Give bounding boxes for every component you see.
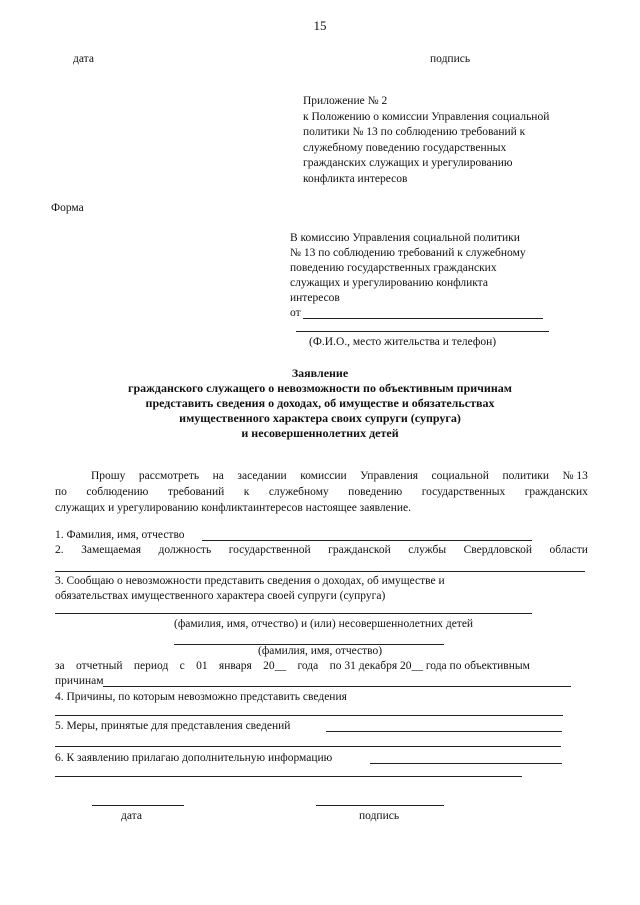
- appendix-line: Приложение № 2: [303, 95, 388, 107]
- reasons-input-line[interactable]: [103, 686, 571, 687]
- item6-input-line[interactable]: [370, 763, 562, 764]
- word: 01: [196, 660, 208, 672]
- addressee-line: служащих и урегулированию конфликта: [290, 277, 488, 289]
- item6-label: 6. К заявлению прилагаю дополнительную информацию: [55, 752, 333, 764]
- appendix-line: гражданских служащих и урегулированию: [303, 157, 513, 169]
- document-title: [0, 366, 640, 441]
- appendix-line: служебному поведению государственных: [303, 141, 507, 154]
- word: Замещаемая: [81, 544, 142, 556]
- word: № 13: [562, 470, 588, 482]
- item1-label: 1. Фамилия, имя, отчество: [55, 529, 185, 541]
- addressee-line: В комиссию Управления социальной политики: [290, 232, 520, 244]
- item2-label: [55, 543, 588, 558]
- appendix-line: к Положению о комиссии Управления социальной: [303, 110, 550, 123]
- item5-input-line-2[interactable]: [55, 746, 561, 747]
- title-line: и несовершеннолетних детей: [241, 426, 399, 440]
- form-label: Форма: [51, 202, 84, 214]
- item5-input-line[interactable]: [326, 731, 562, 732]
- from-input-line[interactable]: [303, 318, 543, 319]
- from-label: от: [290, 307, 301, 319]
- item5-label: 5. Меры, принятые для представления сведений: [55, 720, 291, 732]
- top-sign-label: подпись: [430, 53, 471, 65]
- bottom-date-line[interactable]: [92, 805, 184, 806]
- word: отчетный: [75, 660, 123, 672]
- word: период: [133, 660, 169, 672]
- addressee-line: № 13 по соблюдению требований к служебному: [290, 247, 526, 259]
- word: по: [55, 486, 67, 498]
- bottom-sign-line[interactable]: [316, 805, 444, 806]
- word: службы: [408, 544, 447, 556]
- word: по 31 декабря 20__ года по объективным: [329, 660, 530, 672]
- from-caption: (Ф.И.О., место жительства и телефон): [309, 336, 497, 348]
- item3-line-2: обязательствах имущественного характера своей супруги (супруга): [55, 590, 386, 602]
- word: с: [179, 660, 185, 672]
- item6-input-line-2[interactable]: [55, 776, 522, 777]
- word: Свердловской: [463, 544, 533, 556]
- addressee-line: поведению государственных гражданских: [290, 262, 497, 274]
- word: требований: [167, 486, 225, 498]
- word: на: [212, 470, 224, 482]
- item4-input-line[interactable]: [55, 715, 563, 716]
- item4-label: 4. Причины, по которым невозможно представить сведения: [55, 691, 347, 703]
- bottom-sign-label: подпись: [359, 810, 400, 822]
- word: гражданских: [524, 486, 588, 498]
- word: 20__: [263, 660, 287, 672]
- intro-line-1: [91, 469, 588, 484]
- word: политики: [502, 470, 550, 482]
- children-caption: (фамилия, имя, отчество): [258, 645, 383, 657]
- title-line: имущественного характера своих супруги (супруга): [179, 411, 461, 425]
- word: к: [243, 486, 250, 498]
- word: гражданской: [328, 544, 391, 556]
- word: комиссии: [300, 470, 347, 482]
- spouse-caption: (фамилия, имя, отчество) и (или) несовершеннолетних детей: [174, 618, 474, 630]
- item3-line-1: 3. Сообщаю о невозможности представить сведения о доходах, об имуществе и: [55, 575, 445, 587]
- word: области: [549, 544, 588, 556]
- item2-input-line[interactable]: [55, 571, 585, 572]
- word: государственной: [228, 544, 311, 556]
- spouse-input-line[interactable]: [55, 613, 532, 614]
- item1-input-line[interactable]: [202, 540, 532, 541]
- word: января: [218, 660, 252, 672]
- appendix-block: [303, 94, 549, 187]
- word: заседании: [237, 470, 287, 482]
- appendix-line: политики № 13 по соблюдению требований к: [303, 126, 526, 138]
- word: соблюдению: [86, 486, 149, 498]
- word: 2.: [55, 544, 64, 556]
- page-number: 15: [313, 18, 327, 33]
- bottom-date-label: дата: [121, 810, 142, 822]
- appendix-line: конфликта интересов: [303, 172, 408, 185]
- top-date-label: дата: [73, 53, 94, 65]
- word: Управления: [360, 470, 419, 482]
- word: за: [55, 660, 65, 672]
- word: года: [297, 660, 319, 672]
- addressee-block: [290, 231, 526, 306]
- word: государственных: [421, 486, 506, 498]
- reasons-label: причинам: [55, 675, 104, 687]
- intro-line-3: служащих и урегулированию конфликтаинтересов настоящее заявление.: [55, 502, 412, 514]
- intro-line-2: [55, 485, 588, 500]
- word: поведению: [348, 486, 403, 498]
- word: социальной: [431, 470, 489, 482]
- word: Прошу: [91, 470, 126, 482]
- word: должность: [158, 544, 212, 556]
- word: рассмотреть: [138, 470, 200, 482]
- addressee-line: интересов: [290, 292, 340, 304]
- title-line: гражданского служащего о невозможности по объективным причинам: [128, 381, 512, 395]
- title-line: Заявление: [291, 366, 349, 380]
- word: служебному: [268, 486, 329, 498]
- period-line: [55, 659, 530, 674]
- title-line: представить сведения о доходах, об имуществе и обязательствах: [145, 396, 495, 410]
- from-input-line-2[interactable]: [296, 331, 549, 332]
